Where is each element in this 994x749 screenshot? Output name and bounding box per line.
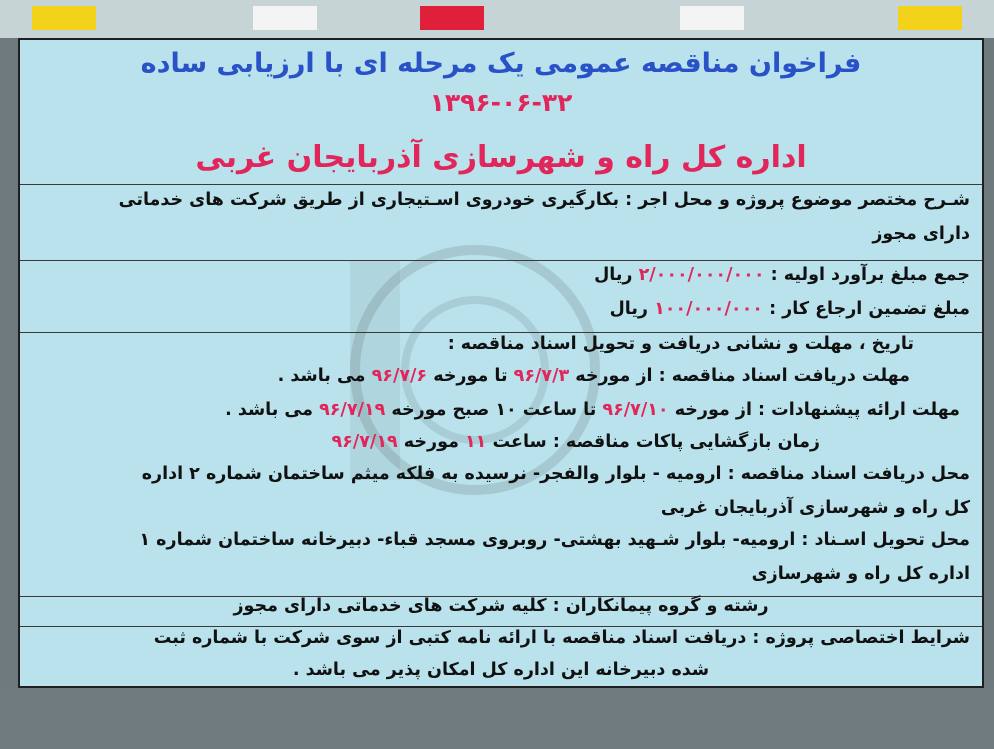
notice-title: فراخوان مناقصه عمومی یک مرحله ای با ارزیابی ساده: [140, 48, 862, 79]
bottom-band: [0, 688, 994, 749]
divider: [20, 626, 982, 627]
divider: [20, 260, 982, 261]
estimate-unit: ریال: [594, 265, 633, 285]
opening-mid: مورخه: [403, 432, 459, 452]
guarantee-unit: ریال: [609, 299, 648, 319]
white-swatch: [253, 6, 317, 30]
estimate-line: [32, 265, 970, 285]
offer-label: مهلت ارائه پیشنهادات : از مورخه: [674, 400, 960, 420]
guarantee-line: [32, 299, 970, 319]
receive-deadline: [32, 366, 910, 386]
receive-from-date: ۹۶/۷/۳: [513, 366, 570, 386]
deliver-location-cont: اداره کل راه و شهرسازی: [751, 564, 970, 584]
opening-label: زمان بازگشایی پاکات مناقصه : ساعت: [492, 432, 820, 452]
project-description: شـرح مختصر موضوع پروژه و محل اجر : بکارگیری خودروی اسـتیجاری از طریق شرکت های خدماتی: [118, 190, 970, 210]
receive-location-cont: کل راه و شهرسازی آذربایجان غربی: [660, 498, 970, 518]
receive-location: محل دریافت اسناد مناقصه : ارومیه - بلوار والفجر- نرسیده به فلکه میثم ساختمان شماره ۲ اداره: [141, 464, 970, 484]
special-conditions-cont: شده دبیرخانه این اداره کل امکان پذیر می باشد .: [292, 660, 710, 680]
divider: [20, 184, 982, 185]
offer-mid: تا ساعت ۱۰ صبح مورخه: [391, 400, 597, 420]
special-conditions: شرایط اختصاصی پروژه : دریافت اسناد مناقصه با ارائه نامه کتبی از سوی شرکت با شماره ثبت: [153, 628, 970, 648]
offer-from-date: ۹۶/۷/۱۰: [602, 400, 669, 420]
receive-end: می باشد .: [277, 366, 366, 386]
receive-mid: تا مورخه: [433, 366, 508, 386]
schedule-heading: تاریخ ، مهلت و نشانی دریافت و تحویل اسناد مناقصه :: [447, 334, 914, 354]
project-description-cont: دارای مجوز: [872, 224, 970, 244]
guarantee-label: مبلغ تضمین ارجاع کار :: [769, 299, 970, 319]
offer-end: می باشد .: [225, 400, 313, 420]
opening-time: [32, 432, 820, 452]
receive-label: مهلت دریافت اسناد مناقصه : از مورخه: [575, 366, 910, 386]
offer-deadline: [32, 400, 960, 420]
contractor-group: رشته و گروه پیمانکاران : کلیه شرکت های خدماتی دارای مجوز: [233, 596, 769, 616]
opening-date: ۹۶/۷/۱۹: [331, 432, 398, 452]
divider: [20, 332, 982, 333]
opening-hour: ۱۱: [465, 432, 487, 452]
yellow-swatch: [32, 6, 96, 30]
top-color-strip: [0, 0, 994, 38]
receive-to-date: ۹۶/۷/۶: [371, 366, 428, 386]
tender-notice: [18, 38, 984, 688]
deliver-location: محل تحویل اسـناد : ارومیه- بلوار شـهید بهشتی- روبروی مسجد قباء- دبیرخانه ساختمان شماره ۱: [139, 530, 970, 550]
guarantee-value: ۱۰۰/۰۰۰/۰۰۰: [654, 299, 763, 319]
red-swatch: [420, 6, 484, 30]
estimate-label: جمع مبلغ برآورد اولیه :: [770, 265, 970, 285]
notice-date: ۱۳۹۶-۰۶-۳۲: [429, 88, 573, 117]
estimate-value: ۲/۰۰۰/۰۰۰/۰۰۰: [638, 265, 765, 285]
yellow-swatch-2: [898, 6, 962, 30]
white-swatch-2: [680, 6, 744, 30]
offer-to-date: ۹۶/۷/۱۹: [319, 400, 386, 420]
organization-name: اداره کل راه و شهرسازی آذربایجان غربی: [195, 140, 807, 175]
